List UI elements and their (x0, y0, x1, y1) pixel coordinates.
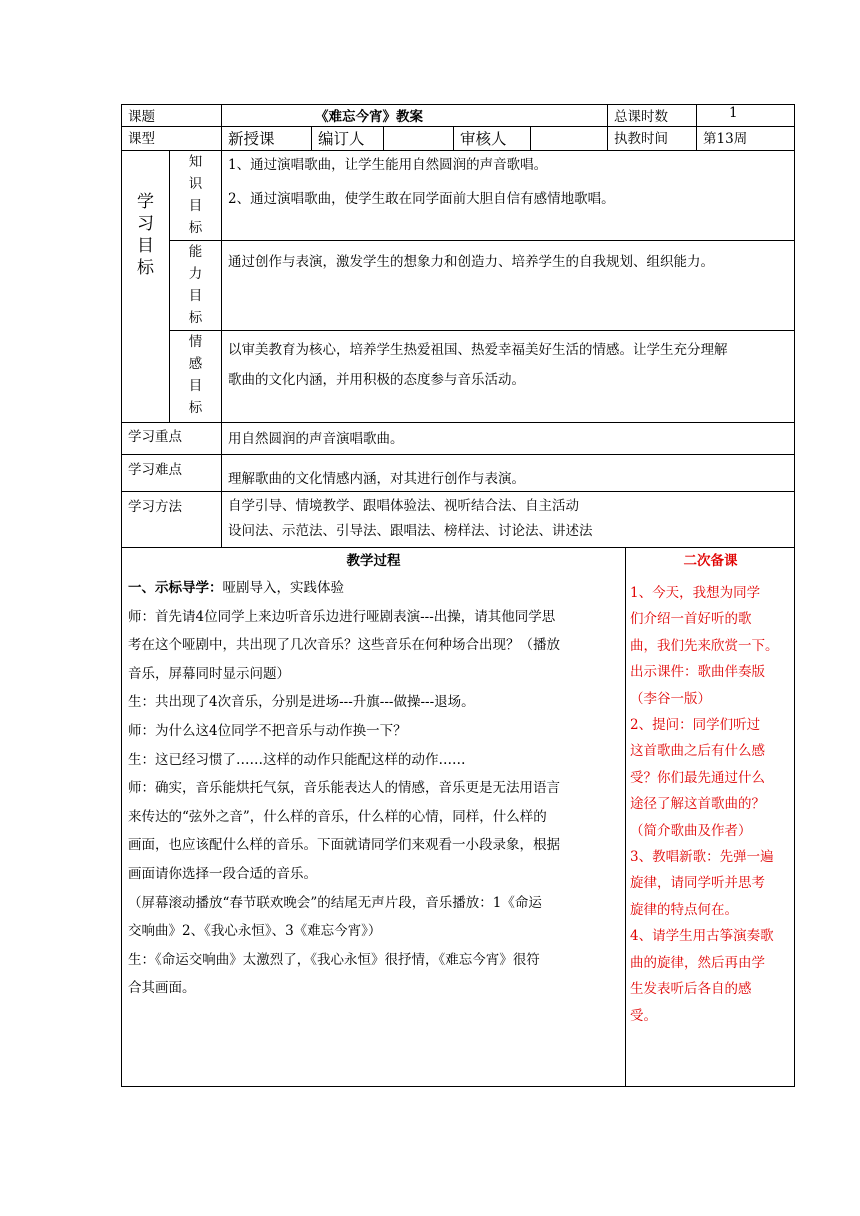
total-hours-label: 总课时数 (608, 105, 697, 127)
second-prep-heading: 二次备课 (683, 553, 738, 569)
process-line: 生：这已经习惯了……这样的动作只能配这样的动作…… (128, 751, 466, 768)
ability-text: 通过创作与表演，激发学生的想象力和创造力、培养学生的自我规划、组织能力。 (228, 254, 714, 270)
teaching-process-table (121, 547, 795, 1087)
row-lesson (122, 105, 795, 127)
process-line: 音乐，屏幕同时显示问题） (128, 665, 290, 682)
row-process (122, 548, 795, 1087)
second-prep-line: 曲的旋律，然后再由学 (630, 954, 765, 971)
second-prep-line: 生发表听后各自的感 (630, 981, 752, 998)
objectives-label-char: 习 (137, 214, 154, 234)
process-line: 师：首先请4位同学上来边听音乐边进行哑剧表演---出操，请其他同学思 (128, 608, 556, 625)
second-prep-line: 出示课件：歌曲伴奏版 (630, 664, 765, 681)
teaching-process-cell (122, 548, 626, 1087)
ability-content (222, 241, 795, 331)
editor-value (384, 127, 454, 151)
second-prep-line: （李谷一版） (630, 690, 711, 707)
process-line: 生：共出现了4次音乐，分别是进场---升旗---做操---退场。 (128, 694, 475, 711)
process-section-subtitle: 哑剧导入，实践体验 (222, 580, 344, 596)
second-prep-lines (630, 574, 791, 1029)
teach-time-label: 执教时间 (608, 127, 697, 151)
emotion-label-char: 情 (188, 334, 203, 350)
objectives-label-char: 目 (137, 236, 154, 256)
second-prep-line: 旋律的特点何在。 (630, 901, 738, 918)
second-prep-line: （简介歌曲及作者） (630, 822, 752, 839)
row-focus (122, 423, 795, 455)
method-line-2: 设问法、示范法、引导法、跟唱法、榜样法、讨论法、讲述法 (228, 523, 593, 539)
process-section-title: 一、示标导学： (128, 580, 223, 596)
emotion-label-char: 感 (188, 356, 203, 372)
second-prep-line: 1、今天，我想为同学 (630, 585, 761, 601)
process-line: 考在这个哑剧中，共出现了几次音乐？这些音乐在何种场合出现？（播放 (128, 637, 560, 654)
process-line: 师：为什么这4位同学不把音乐与动作换一下？ (128, 722, 407, 739)
method-content (222, 492, 795, 548)
ability-label-char: 目 (188, 288, 203, 304)
process-line: 合其画面。 (128, 980, 196, 997)
lesson-title: 《难忘今宵》教案 (222, 105, 608, 127)
second-prep-line: 途径了解这首歌曲的？ (630, 796, 765, 813)
lesson-label: 课题 (122, 105, 222, 127)
second-prep-line: 受？你们最先通过什么 (630, 769, 765, 786)
knowledge-label-char: 知 (188, 154, 203, 170)
second-prep-line: 这首歌曲之后有什么感 (630, 743, 765, 760)
second-prep-cell (626, 548, 795, 1087)
emotion-label-char: 标 (188, 400, 203, 416)
ability-label-char: 标 (188, 310, 203, 326)
objectives-label-char: 学 (137, 192, 154, 212)
focus-label: 学习重点 (122, 423, 222, 455)
emotion-content (222, 331, 795, 423)
knowledge-line-2: 2、通过演唱歌曲，使学生敢在同学面前大胆自信有感情地歌唱。 (228, 191, 615, 207)
knowledge-content (222, 151, 795, 241)
second-prep-line: 4、请学生用古筝演奏歌 (630, 928, 774, 945)
second-prep-line: 3、教唱新歌：先弹一遍 (630, 849, 774, 866)
focus-text: 用自然圆润的声音演唱歌曲。 (222, 423, 795, 455)
second-prep-line: 们介绍一首好听的歌 (630, 611, 752, 628)
second-prep-line: 受。 (630, 1007, 657, 1024)
difficulty-label: 学习难点 (122, 455, 222, 492)
second-prep-line: 2、提问：同学们听过 (630, 717, 761, 734)
type-value: 新授课 (222, 127, 312, 151)
process-line: 师：确实，音乐能烘托气氛，音乐能表达人的情感，音乐更是无法用语言 (128, 780, 560, 797)
second-prep-line: 曲，我们先来欣赏一下。 (630, 637, 779, 654)
process-section (128, 574, 619, 603)
teach-time-value: 第13周 (697, 127, 795, 151)
editor-label: 编订人 (312, 127, 384, 151)
lesson-info-table (121, 104, 795, 548)
process-lines (128, 603, 619, 1003)
knowledge-label-char: 标 (188, 220, 203, 236)
row-type (122, 127, 795, 151)
process-heading: 教学过程 (346, 553, 401, 569)
row-method (122, 492, 795, 548)
emotion-line-1: 以审美教育为核心，培养学生热爱祖国、热爱幸福美好生活的情感。让学生充分理解 (228, 342, 728, 358)
process-line: 来传达的“弦外之音”，什么样的音乐，什么样的心情，同样，什么样的 (128, 808, 547, 825)
emotion-label-char: 目 (188, 378, 203, 394)
objectives-label-char: 标 (137, 258, 154, 278)
process-line: 画面请你选择一段合适的音乐。 (128, 865, 317, 882)
row-emotion (122, 331, 795, 423)
ability-label-char: 力 (188, 266, 203, 282)
type-label: 课型 (122, 127, 222, 151)
knowledge-label-char: 识 (188, 176, 203, 192)
ability-label-char: 能 (188, 244, 203, 260)
method-label: 学习方法 (122, 492, 222, 548)
row-difficulty (122, 455, 795, 492)
process-line: （屏幕滚动播放“春节联欢晚会”的结尾无声片段，音乐播放：1《命运 (128, 894, 542, 911)
row-knowledge (122, 151, 795, 241)
emotion-line-2: 歌曲的文化内涵，并用积极的态度参与音乐活动。 (228, 372, 525, 388)
row-ability (122, 241, 795, 331)
knowledge-line-1: 1、通过演唱歌曲，让学生能用自然圆润的声音歌唱。 (228, 157, 548, 173)
reviewer-label: 审核人 (454, 127, 531, 151)
method-line-1: 自学引导、情境教学、跟唱体验法、视听结合法、自主活动 (228, 498, 579, 514)
reviewer-value (531, 127, 608, 151)
second-prep-line: 旋律，请同学听并思考 (630, 875, 765, 892)
knowledge-label-char: 目 (188, 198, 203, 214)
process-line: 生：《命运交响曲》太激烈了，《我心永恒》很抒情，《难忘今宵》很符 (128, 951, 540, 968)
objectives-label (122, 151, 170, 423)
process-line: 交响曲》2、《我心永恒》、3《难忘今宵》） (128, 923, 382, 940)
emotion-label (170, 331, 222, 423)
difficulty-text: 理解歌曲的文化情感内涵，对其进行创作与表演。 (222, 455, 795, 492)
total-hours-value: 1 (697, 105, 795, 127)
ability-label (170, 241, 222, 331)
process-line: 画面，也应该配什么样的音乐。下面就请同学们来观看一小段录象，根据 (128, 837, 560, 854)
knowledge-label (170, 151, 222, 241)
